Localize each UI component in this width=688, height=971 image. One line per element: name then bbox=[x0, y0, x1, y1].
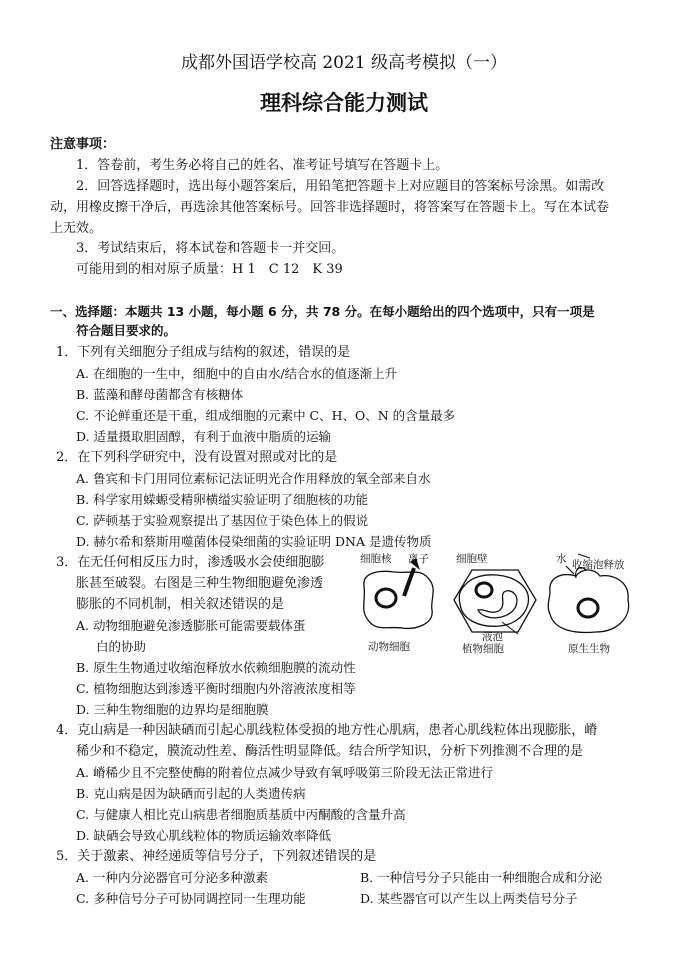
caption-protist: 原生生物 bbox=[568, 643, 610, 655]
question-2-option-d: D. 赫尔希和蔡斯用噬菌体侵染细菌的实验证明 DNA 是遗传物质 bbox=[76, 534, 432, 549]
question-3-option-d: D. 三种生物细胞的边界均是细胞膜 bbox=[76, 702, 269, 717]
label-vacuole: 液泡 bbox=[482, 631, 503, 643]
question-5-option-c: C. 多种信号分子可协同调控同一生理功能 bbox=[76, 891, 306, 906]
plant-vacuole bbox=[478, 591, 517, 618]
notice-item-2-line-3: 上无效。 bbox=[50, 221, 103, 236]
question-4-stem-line-2: 稀少和不稳定，膜流动性差、酶活性明显降低。结合所学知识，分析下列推测不合理的是 bbox=[76, 744, 584, 759]
question-1-option-b: B. 蓝藻和酵母菌都含有核糖体 bbox=[76, 387, 244, 402]
question-2-option-b: B. 科学家用蝾螈受精卵横缢实验证明了细胞核的功能 bbox=[76, 492, 369, 507]
question-4-option-b: B. 克山病是因为缺硒而引起的人类遗传病 bbox=[76, 786, 306, 801]
question-1-option-c: C. 不论鲜重还是干重，组成细胞的元素中 C、H、O、N 的含量最多 bbox=[76, 408, 456, 423]
animal-cell-membrane bbox=[364, 571, 433, 628]
question-2-option-c: C. 萨顿基于实验观察提出了基因位于染色体上的假说 bbox=[76, 513, 369, 528]
question-3-option-c: C. 植物细胞达到渗透平衡时细胞内外溶液浓度相等 bbox=[76, 681, 356, 696]
question-3-stem-line-1: 3．在无任何相反压力时，渗透吸水会使细胞膨 bbox=[56, 555, 325, 570]
question-5-stem: 5．关于激素、神经递质等信号分子，下列叙述错误的是 bbox=[56, 849, 377, 864]
question-4-option-c: C. 与健康人相比克山病患者细胞质基质中丙酮酸的含量升高 bbox=[76, 807, 406, 822]
question-5-option-d: D. 某些器官可以产生以上两类信号分子 bbox=[360, 891, 578, 906]
exam-subtitle: 理科综合能力测试 bbox=[260, 91, 428, 115]
plant-cell-membrane bbox=[459, 575, 528, 626]
question-3-option-a-line-1: A. 动物细胞避免渗透膨胀可能需要载体蛋 bbox=[76, 618, 306, 633]
caption-animal: 动物细胞 bbox=[368, 641, 410, 653]
exam-title: 成都外国语学校高 2021 级高考模拟（一） bbox=[180, 53, 508, 73]
protist-membrane bbox=[548, 570, 628, 632]
question-3-stem-line-3: 膨胀的不同机制，相关叙述错误的是 bbox=[76, 597, 285, 612]
question-4-option-a: A. 嵴稀少且不完整使酶的附着位点减少导致有氧呼吸第三阶段无法正常进行 bbox=[76, 765, 493, 780]
osmosis-figure bbox=[350, 548, 640, 656]
label-ion: 离子 bbox=[408, 553, 429, 565]
question-1-option-a: A. 在细胞的一生中，细胞中的自由水/结合水的值逐渐上升 bbox=[76, 366, 398, 381]
question-5-option-b: B. 一种信号分子只能由一种细胞合成和分泌 bbox=[360, 870, 603, 885]
plant-cell-wall bbox=[454, 570, 536, 632]
label-water: 水 bbox=[556, 553, 567, 565]
label-nucleus: 细胞核 bbox=[360, 553, 392, 565]
question-2-option-a: A. 鲁宾和卡门用同位素标记法证明光合作用释放的氧全部来自水 bbox=[76, 471, 431, 486]
question-1-option-d: D. 适量摄取胆固醇，有利于血液中脂质的运输 bbox=[76, 429, 332, 444]
section-heading-line-2: 符合题目要求的。 bbox=[76, 323, 177, 338]
atomic-masses: 可能用到的相对原子质量：H 1 C 12 K 39 bbox=[76, 262, 343, 277]
caption-plant: 植物细胞 bbox=[462, 643, 504, 655]
notice-item-1: 1．答卷前，考生务必将自己的姓名、准考证号填写在答题卡上。 bbox=[76, 158, 449, 173]
label-wall: 细胞壁 bbox=[456, 553, 488, 565]
notice-item-2-line-2: 动，用橡皮擦干净后，再选涂其他答案标号。回答非选择题时，将答案写在答题卡上。写在本试卷 bbox=[50, 200, 610, 215]
protist-nucleus bbox=[578, 599, 598, 617]
question-4-option-d: D. 缺硒会导致心肌线粒体的物质运输效率降低 bbox=[76, 828, 332, 843]
plant-cell-nucleus bbox=[476, 583, 492, 597]
notice-item-3: 3．考试结束后，将本试卷和答题卡一并交回。 bbox=[76, 241, 345, 256]
question-5-option-a: A. 一种内分泌器官可分泌多种激素 bbox=[76, 870, 268, 885]
notice-heading: 注意事项： bbox=[50, 137, 116, 152]
question-1-stem: 1．下列有关细胞分子组成与结构的叙述，错误的是 bbox=[56, 345, 351, 360]
question-2-stem: 2．在下列科学研究中，没有设置对照或对比的是 bbox=[56, 450, 338, 465]
notice-item-2-line-1: 2．回答选择题时，选出每小题答案后，用铅笔把答题卡上对应题目的答案标号涂黑。如需改 bbox=[76, 179, 605, 194]
question-3-option-b: B. 原生生物通过收缩泡释放水依赖细胞膜的流动性 bbox=[76, 660, 356, 675]
label-release: 收缩泡释放 bbox=[572, 559, 625, 571]
question-3-option-a-line-2: 白的协助 bbox=[96, 639, 147, 654]
question-3-stem-line-2: 胀甚至破裂。右图是三种生物细胞避免渗透 bbox=[76, 576, 324, 591]
section-heading-line-1: 一、选择题：本题共 13 小题，每小题 6 分，共 78 分。在每小题给出的四个选项中，只有一项是 bbox=[50, 304, 595, 319]
question-4-stem-line-1: 4．克山病是一种因缺硒而引起心肌线粒体受损的地方性心肌病，患者心肌线粒体出现膨胀，嵴 bbox=[56, 723, 598, 738]
animal-cell-nucleus bbox=[376, 589, 396, 607]
